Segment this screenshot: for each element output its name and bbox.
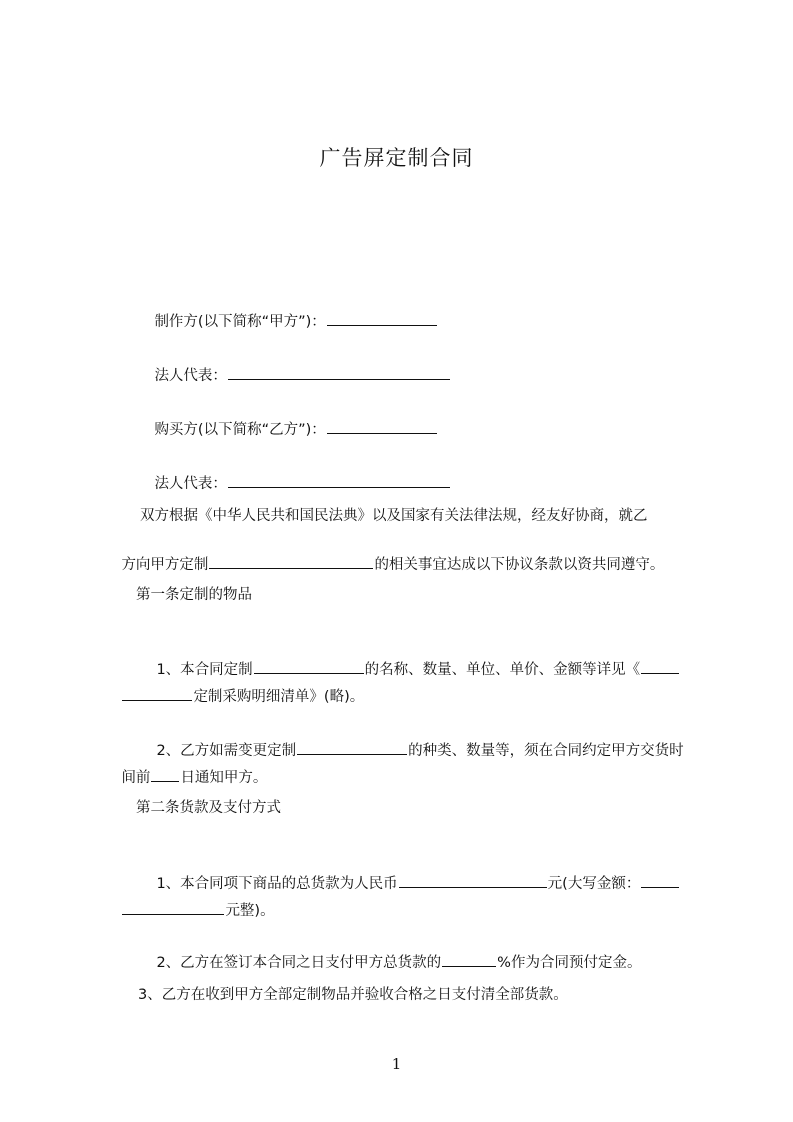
buyer-name-blank[interactable] [327, 418, 437, 434]
amount-words-blank-b[interactable] [122, 899, 224, 915]
article1-heading: 第一条定制的物品 [136, 587, 252, 603]
intro-line-1: 双方根据《中华人民共和国民法典》以及国家有关法律法规，经友好协商，就乙 [140, 508, 648, 524]
intro-line-2-post: 的相关事宜达成以下协议条款以资共同遵守。 [374, 557, 665, 573]
article2-item3: 3、乙方在收到甲方全部定制物品并验收合格之日支付清全部货款。 [138, 987, 568, 1003]
article1-list-name-blank-b[interactable] [122, 685, 192, 701]
maker-rep-line [136, 344, 736, 406]
buyer-label: 购买方(以下简称“乙方”)： [154, 422, 326, 438]
maker-rep-blank[interactable] [228, 364, 450, 380]
article2-item1-pre: 1、本合同项下商品的总货款为人民币 [156, 876, 398, 892]
document-title: 广告屏定制合同 [319, 146, 474, 170]
article1-item1-pre: 1、本合同定制 [156, 662, 253, 678]
article1-item2-mid: 的种类、数量等，须在合同约定甲方交货时 [408, 743, 684, 759]
article2-item2-post: %作为合同预付定金。 [497, 955, 642, 971]
notice-days-blank[interactable] [151, 766, 179, 782]
article1-item2-line2-post: 日通知甲方。 [180, 770, 268, 786]
buyer-rep-blank[interactable] [228, 472, 450, 488]
buyer-line [136, 398, 736, 460]
article1-item2-line2-pre: 间前 [121, 770, 151, 786]
article2-item1-post: 元整)。 [225, 903, 275, 919]
article1-item1-mid: 的名称、数量、单位、单价、金额等详见《 [364, 662, 641, 678]
maker-name-blank[interactable] [327, 310, 437, 326]
article2-item1-mid: 元(大写金额： [547, 876, 641, 892]
article1-item1-line2 [103, 665, 703, 727]
article1-item2-pre: 2、乙方如需变更定制 [156, 743, 297, 759]
article2-heading: 第二条货款及支付方式 [136, 800, 281, 816]
deposit-percent-blank[interactable] [442, 951, 496, 967]
article1-item1-post: 定制采购明细清单》(略)。 [193, 689, 365, 705]
maker-line [136, 290, 736, 352]
maker-rep-label: 法人代表： [154, 368, 227, 384]
article2-item2 [138, 931, 738, 993]
buyer-rep-line [136, 452, 736, 514]
buyer-rep-label: 法人代表： [154, 476, 227, 492]
custom-item-blank[interactable] [209, 553, 373, 569]
page-number: 1 [391, 1055, 402, 1073]
article2-item2-pre: 2、乙方在签订本合同之日支付甲方总货款的 [156, 955, 442, 971]
maker-label: 制作方(以下简称“甲方”)： [154, 314, 326, 330]
intro-line-2-pre: 方向甲方定制 [121, 557, 209, 573]
